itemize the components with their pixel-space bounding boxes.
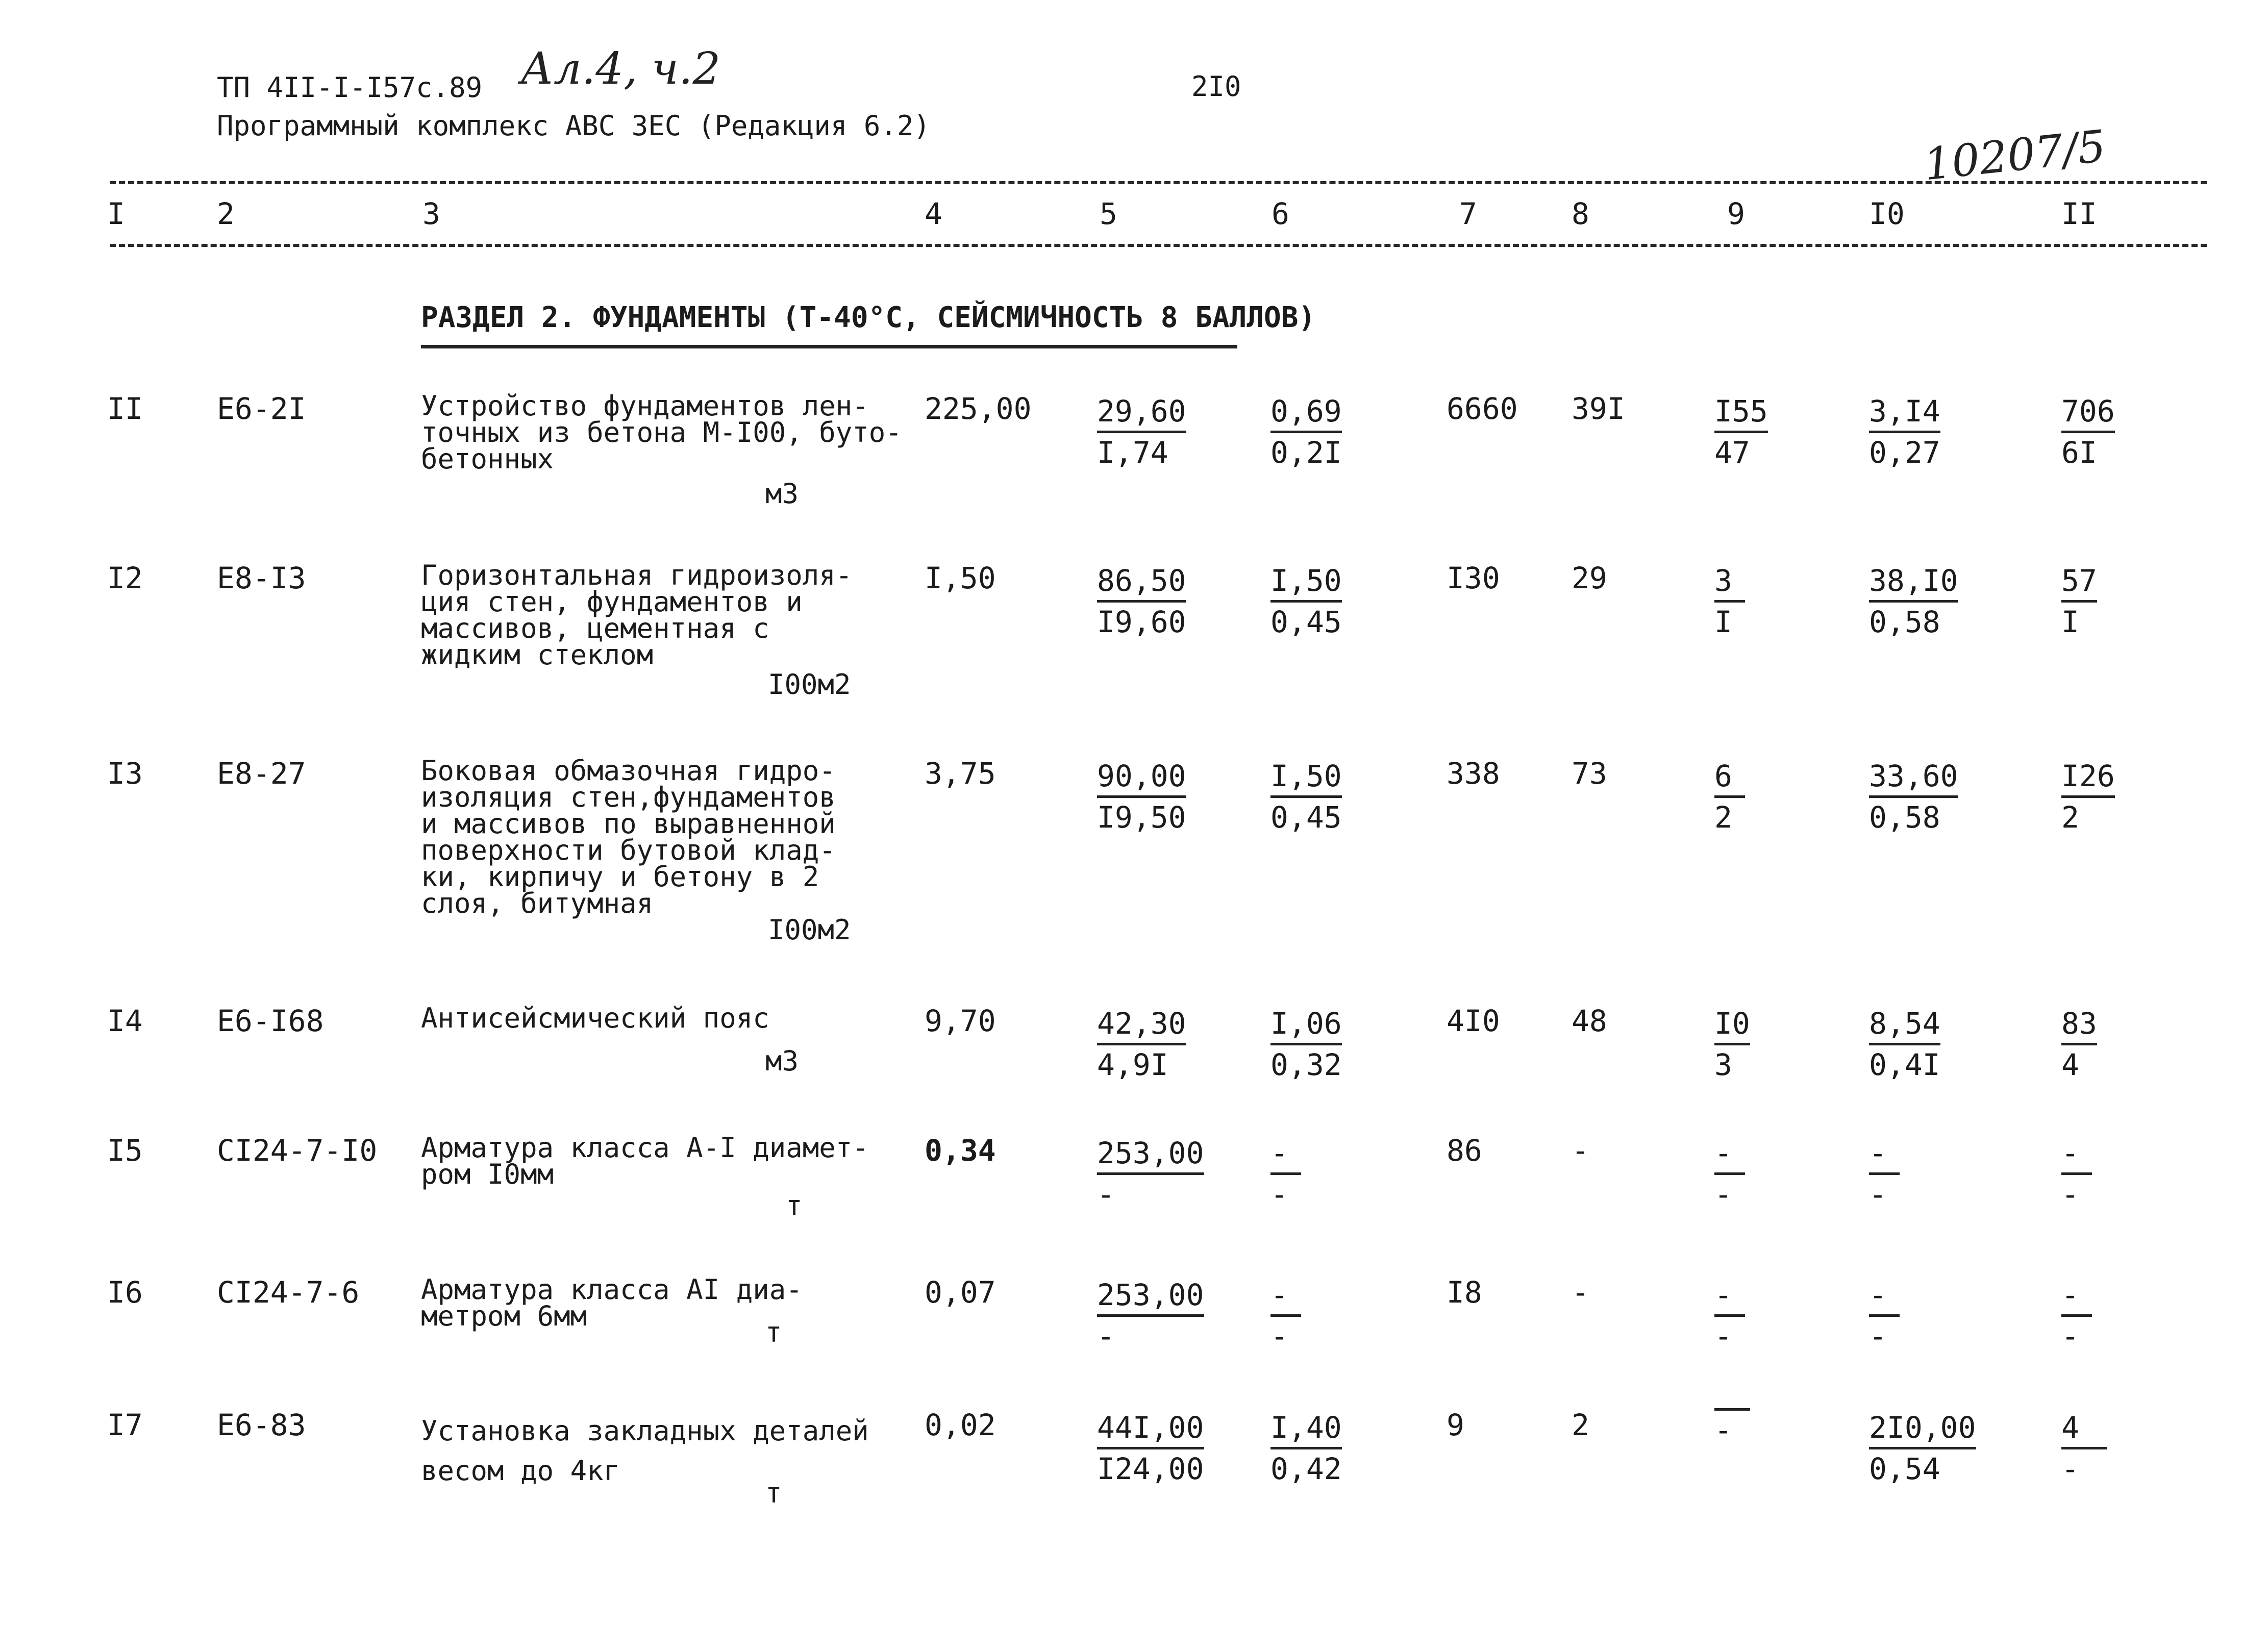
cell-col7: 4I0 <box>1447 1004 1500 1038</box>
row-code: Е8-I3 <box>217 561 306 595</box>
cell-col7: I8 <box>1447 1275 1482 1310</box>
row-quantity: 9,70 <box>925 1004 996 1038</box>
row-unit: т <box>786 1190 803 1222</box>
cell-col7: I30 <box>1447 561 1500 595</box>
cell-col9: - - <box>1714 1275 1745 1356</box>
row-quantity: 3,75 <box>925 756 996 791</box>
row-quantity: I,50 <box>925 561 996 595</box>
row-number: I7 <box>107 1408 143 1442</box>
cell-col9: $\frac{I55}{47}$ <box>1714 392 1768 472</box>
row-code: Е6-83 <box>217 1408 306 1442</box>
column-number-4: 4 <box>925 196 942 231</box>
row-description: Арматура класса АI диа- метром 6мм <box>421 1273 803 1332</box>
cell-col11: - - <box>2061 1134 2092 1214</box>
column-number-2: 2 <box>217 196 235 231</box>
row-description: Горизонтальная гидроизоля- ция стен, фундаментов и массивов, цементная с жидким стеклом <box>421 559 853 671</box>
row-unit: т <box>765 1477 782 1509</box>
row-number: I6 <box>107 1275 143 1310</box>
cell-col5: $\frac{86,50}{I9,60}$ <box>1097 561 1186 641</box>
row-description: Антисейсмический пояс <box>421 1002 769 1034</box>
row-description: Боковая обмазочная гидро- изоляция стен,фундаментов и массивов по выравненной поверхности бутовой клад- ки, кирпичу и бетону в 2 слоя, битумная <box>421 755 836 919</box>
row-quantity: 0,07 <box>925 1275 996 1310</box>
cell-col7: 338 <box>1447 756 1500 791</box>
cell-col11: $\frac{706}{6I}$ <box>2061 392 2115 472</box>
cell-col10: $\frac{38,I0}{0,58}$ <box>1869 561 1958 641</box>
cell-col10: $\frac{33,60}{0,58}$ <box>1869 757 1958 837</box>
header-divider-bottom <box>110 244 2207 247</box>
cell-col8: - <box>1572 1275 1589 1310</box>
row-code: Е6-I68 <box>217 1004 324 1038</box>
cell-col6: $\frac{0,69}{0,2I}$ <box>1270 392 1342 472</box>
cell-col9: $\frac{6}{2}$ <box>1714 757 1745 837</box>
page-number: 2I0 <box>1191 70 1241 103</box>
cell-col11: $\frac{83}{4}$ <box>2061 1004 2097 1084</box>
row-number: I2 <box>107 561 143 595</box>
cell-col9: $\frac{3}{I}$ <box>1714 561 1745 641</box>
cell-col5: $\frac{29,60}{I,74}$ <box>1097 392 1186 472</box>
cell-col8: 48 <box>1572 1004 1607 1038</box>
row-description: Арматура класса А-I диамет- ром I0мм <box>421 1132 869 1190</box>
row-unit: м3 <box>765 1045 799 1077</box>
cell-col11: 4 - <box>2061 1408 2107 1488</box>
row-quantity: 0,34 <box>925 1133 996 1168</box>
column-number-1: I <box>107 196 125 231</box>
cell-col6: - - <box>1270 1275 1301 1356</box>
cell-col8: 73 <box>1572 756 1607 791</box>
cell-col11: - - <box>2061 1275 2092 1356</box>
column-number-5: 5 <box>1100 196 1117 231</box>
column-number-11: II <box>2061 196 2097 231</box>
cell-col5: 253,00 - <box>1097 1275 1204 1356</box>
row-quantity: 225,00 <box>925 391 1032 426</box>
row-unit: м3 <box>765 478 799 510</box>
row-number: I5 <box>107 1133 143 1168</box>
column-number-3: 3 <box>422 196 440 231</box>
column-number-8: 8 <box>1572 196 1589 231</box>
cell-col7: 9 <box>1447 1408 1464 1442</box>
header-divider-top <box>110 181 2207 184</box>
cell-col8: - <box>1572 1133 1589 1168</box>
handwritten-number: 10207/5 <box>1921 120 2108 191</box>
cell-col8: 29 <box>1572 561 1607 595</box>
document-code: ТП 4II-I-I57с.89 <box>217 71 483 104</box>
row-unit: I00м2 <box>768 668 851 701</box>
column-number-7: 7 <box>1459 196 1477 231</box>
section-title: РАЗДЕЛ 2. ФУНДАМЕНТЫ (Т-40°С, СЕЙСМИЧНОСТЬ 8 БАЛЛОВ) <box>421 301 1316 334</box>
row-number: I3 <box>107 756 143 791</box>
row-number: I4 <box>107 1004 143 1038</box>
cell-col11: $\frac{I26}{2}$ <box>2061 757 2115 837</box>
cell-col9: - - <box>1714 1134 1745 1214</box>
cell-col5: $\frac{44I,00}{I24,00}$ <box>1097 1408 1204 1488</box>
cell-col10: - - <box>1869 1134 1900 1214</box>
program-name: Программный комплекс АВС ЗЕС (Редакция 6.2) <box>217 110 930 142</box>
row-code: Е6-2I <box>217 391 306 426</box>
row-unit: I00м2 <box>768 914 851 946</box>
cell-col5: $\frac{90,00}{I9,50}$ <box>1097 757 1186 837</box>
row-code: СI24-7-I0 <box>217 1133 378 1168</box>
cell-col6: $\frac{I,50}{0,45}$ <box>1270 561 1342 641</box>
cell-col7: 86 <box>1447 1133 1482 1168</box>
cell-col9: - <box>1714 1408 1750 1449</box>
cell-col8: 39I <box>1572 391 1625 426</box>
cell-col6: $\frac{I,50}{0,45}$ <box>1270 757 1342 837</box>
row-code: Е8-27 <box>217 756 306 791</box>
cell-col7: 6660 <box>1447 391 1518 426</box>
cell-col10: - - <box>1869 1275 1900 1356</box>
cell-col10: $\frac{2I0,00}{0,54}$ <box>1869 1408 1976 1488</box>
row-description: Устройство фундаментов лен- точных из бетона М-I00, буто- бетонных <box>421 390 902 475</box>
cell-col6: - - <box>1270 1134 1301 1214</box>
cell-col8: 2 <box>1572 1408 1589 1442</box>
cell-col10: $\frac{3,I4}{0,27}$ <box>1869 392 1940 472</box>
cell-col5: 253,00 - <box>1097 1134 1204 1214</box>
cell-col10: $\frac{8,54}{0,4I}$ <box>1869 1004 1940 1084</box>
row-unit: т <box>765 1316 782 1348</box>
cell-col11: $\frac{57}{I}$ <box>2061 561 2097 641</box>
section-title-underline <box>421 345 1237 348</box>
row-description: Установка закладных деталей весом до 4кг <box>421 1415 869 1487</box>
cell-col5: $\frac{42,30}{4,9I}$ <box>1097 1004 1186 1084</box>
row-code: СI24-7-6 <box>217 1275 360 1310</box>
column-number-6: 6 <box>1272 196 1289 231</box>
column-number-9: 9 <box>1727 196 1745 231</box>
handwritten-reference: Ал.4, ч.2 <box>520 43 721 94</box>
cell-col9: $\frac{I0}{3}$ <box>1714 1004 1750 1084</box>
cell-col6: $\frac{I,06}{0,32}$ <box>1270 1004 1342 1084</box>
row-quantity: 0,02 <box>925 1408 996 1442</box>
column-number-10: I0 <box>1869 196 1905 231</box>
row-number: II <box>107 391 143 426</box>
cell-col6: $\frac{I,40}{0,42}$ <box>1270 1408 1342 1488</box>
